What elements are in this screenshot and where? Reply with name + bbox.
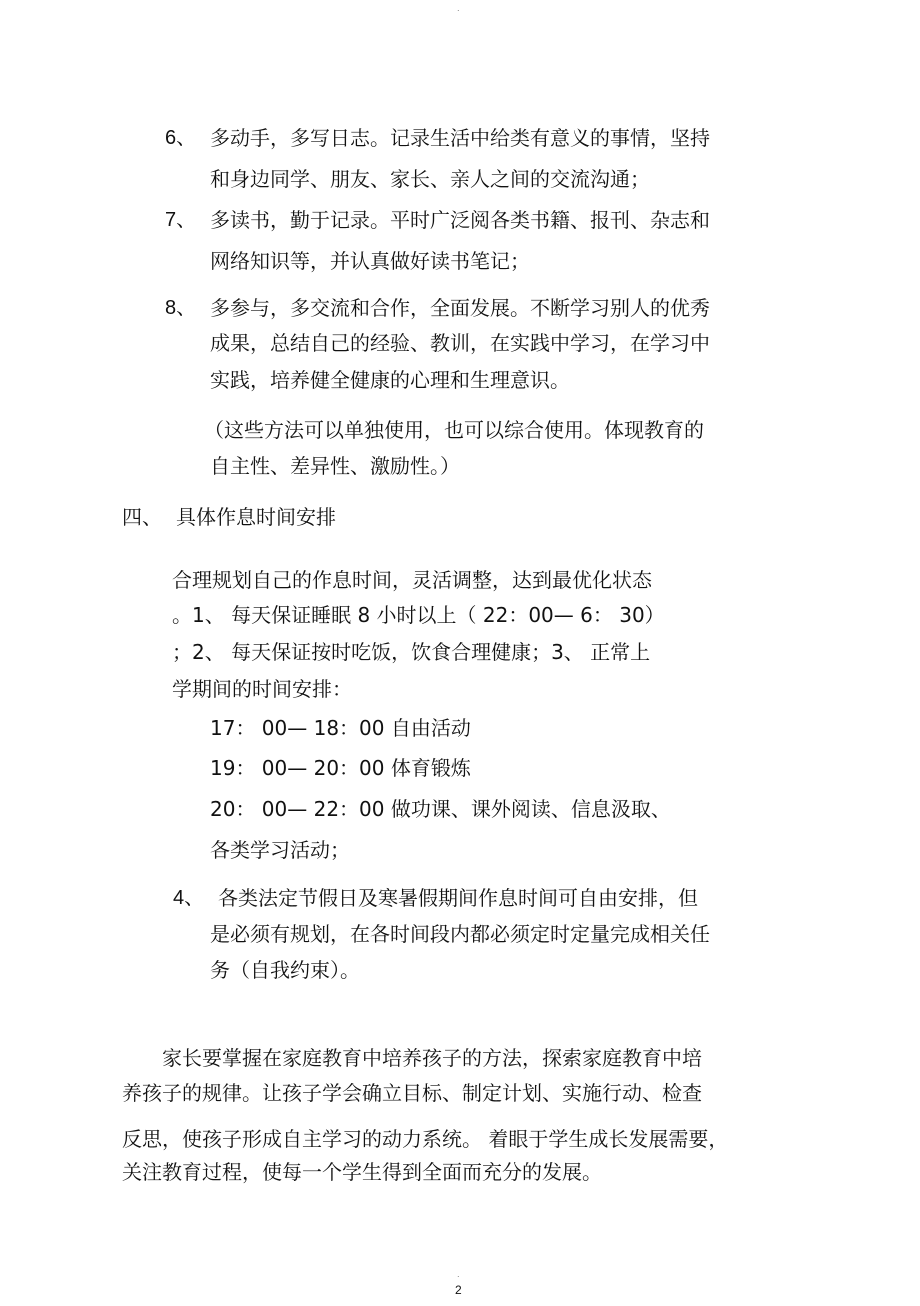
section-4-title: 具体作息时间安排 [176, 505, 336, 529]
item-8-line-1: 多参与，多交流和合作，全面发展。不断学习别人的优秀 [210, 296, 710, 320]
schedule-line-3: 20： 00— 22：00 做功课、课外阅读、信息汲取、 [210, 797, 671, 821]
closing-line-3: 反思，使孩子形成自主学习的动力系统。 着眼于学生成长发展需要， [122, 1127, 729, 1151]
schedule-line-1: 17： 00— 18：00 自由活动 [210, 716, 471, 740]
list-number-4: 4、 [173, 887, 205, 909]
closing-line-2: 养孩子的规律。让孩子学会确立目标、制定计划、实施行动、检查 [122, 1081, 702, 1105]
item-6-line-2: 和身边同学、朋友、家长、亲人之间的交流沟通； [210, 167, 650, 191]
closing-line-1: 家长要掌握在家庭教育中培养孩子的方法，探索家庭教育中培 [162, 1046, 702, 1070]
item-8-line-3: 实践，培养健全健康的心理和生理意识。 [210, 368, 570, 392]
note-line-1: （这些方法可以单独使用，也可以综合使用。体现教育的 [204, 418, 704, 442]
schedule-line-2: 19： 00— 20：00 体育锻炼 [210, 756, 471, 780]
intro-line-4: 学期间的时间安排： [172, 677, 352, 701]
item-7-line-2: 网络知识等，并认真做好读书笔记； [210, 249, 530, 273]
intro-line-2: 。1、 每天保证睡眠 8 小时以上（ 22：00— 6： 30） [172, 603, 665, 627]
page-number: 2 [455, 1283, 462, 1297]
item-7-line-1: 多读书，勤于记录。平时广泛阅各类书籍、报刊、杂志和 [210, 208, 710, 232]
bottom-dot-mark: . [457, 1270, 460, 1279]
schedule-line-4: 各类学习活动； [210, 838, 350, 862]
top-dot-mark: . [457, 4, 460, 13]
item-4-line-3: 务（自我约束）。 [210, 958, 360, 982]
closing-line-4: 关注教育过程，使每一个学生得到全面而充分的发展。 [122, 1160, 602, 1184]
note-line-2: 自主性、差异性、激励性。） [210, 454, 460, 478]
list-number-8: 8、 [165, 297, 197, 319]
item-6-line-1: 多动手，多写日志。记录生活中给类有意义的事情，坚持 [210, 126, 710, 150]
section-4-number: 四、 [122, 505, 162, 529]
intro-line-3: ；2、 每天保证按时吃饭，饮食合理健康；3、 正常上 [172, 640, 651, 664]
list-number-7: 7、 [165, 209, 197, 231]
item-4-line-1: 各类法定节假日及寒暑假期间作息时间可自由安排，但 [218, 886, 698, 910]
item-8-line-2: 成果，总结自己的经验、教训，在实践中学习，在学习中 [210, 331, 710, 355]
item-4-line-2: 是必须有规划，在各时间段内都必须定时定量完成相关任 [210, 922, 710, 946]
intro-line-1: 合理规划自己的作息时间，灵活调整，达到最优化状态 [172, 568, 652, 592]
list-number-6: 6、 [165, 127, 197, 149]
